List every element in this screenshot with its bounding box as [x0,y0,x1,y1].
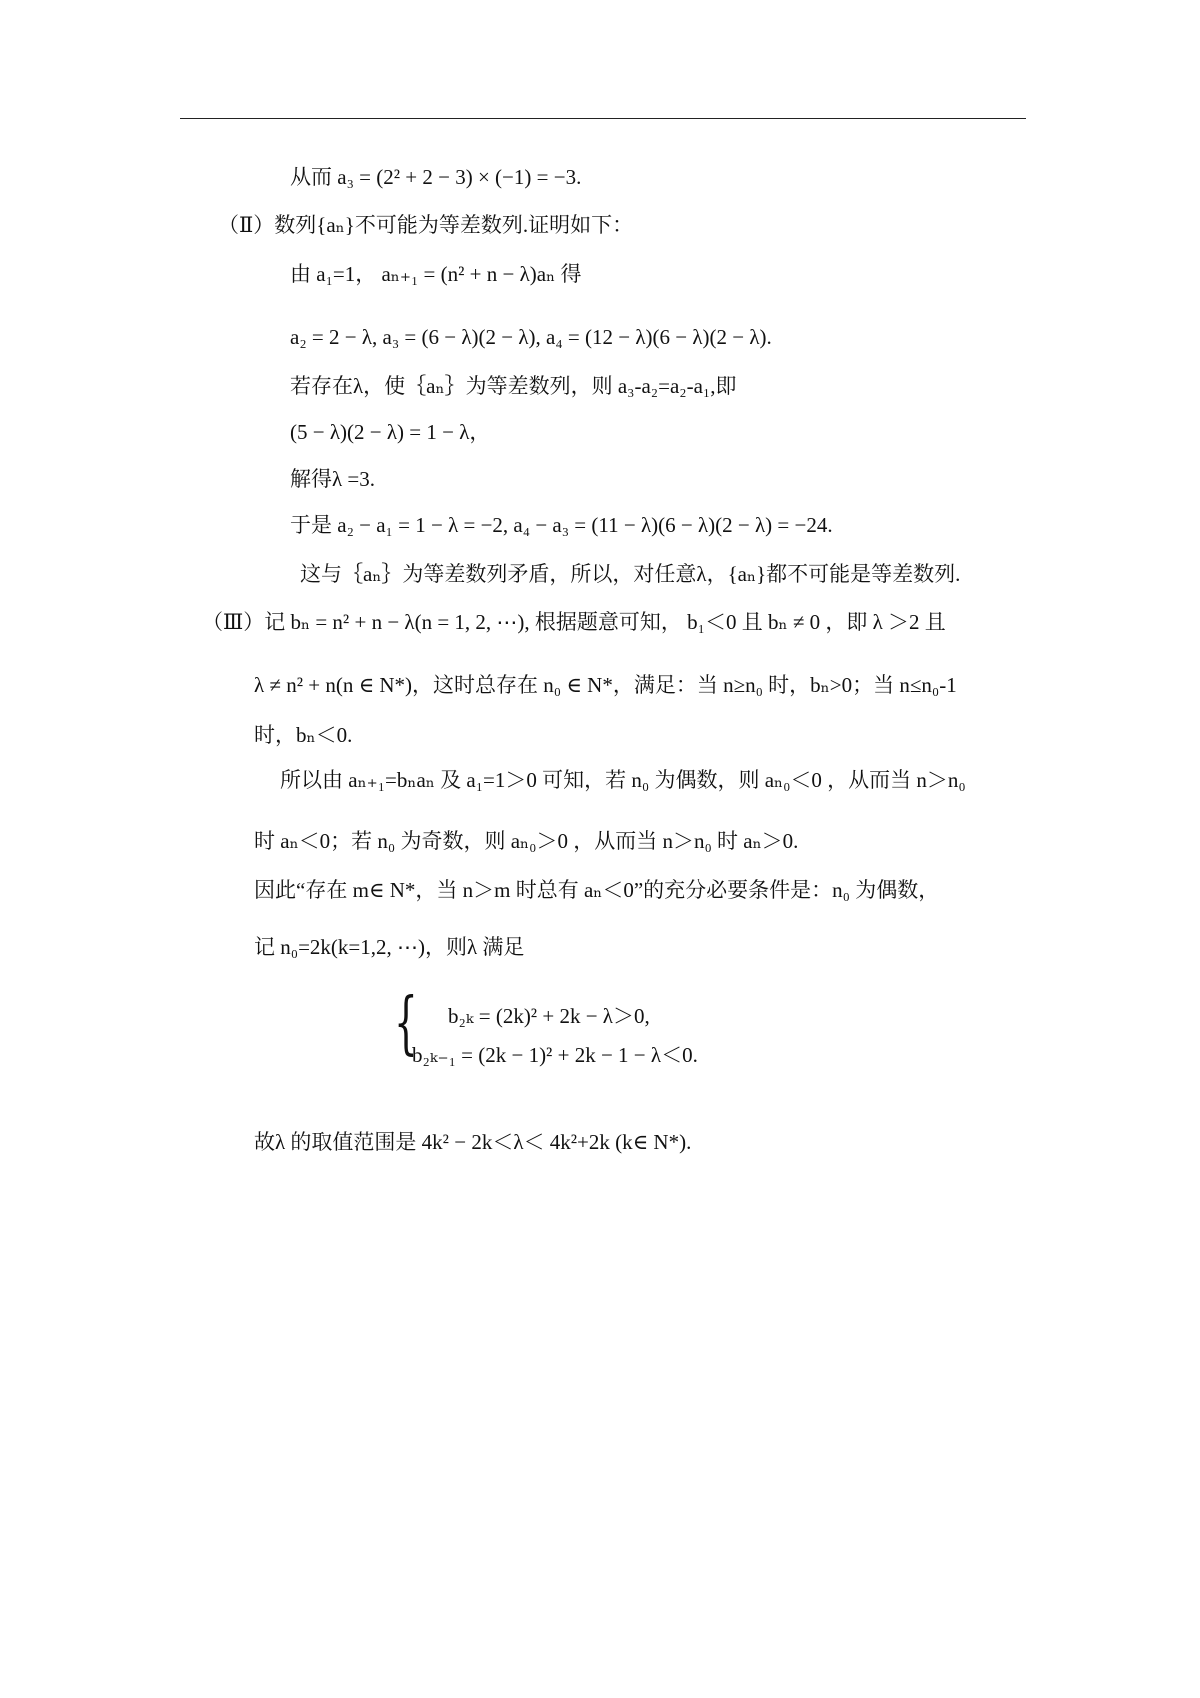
text-line-14: 时 aₙ＜0；若 n₀ 为奇数，则 aₙ₀＞0 ，从而当 n＞n₀ 时 aₙ＞0. [254,829,799,853]
text-line-13: 所以由 aₙ₊₁=bₙaₙ 及 a₁=1＞0 可知，若 n₀ 为偶数，则 aₙ₀＜0 ，从而当 n＞n₀ [280,768,966,792]
text-line-5: 若存在λ，使｛aₙ｝为等差数列，则 a₃-a₂=a₂-a₁,即 [290,374,737,398]
inequality-2: b₂ₖ₋₁ = (2k − 1)² + 2k − 1 − λ＜0. [412,1043,698,1067]
conclusion-line: 故λ 的取值范围是 4k² − 2k＜λ＜ 4k²+2k (k∈ N*). [254,1130,692,1154]
text-line-16: 记 n₀=2k(k=1,2, ⋯)，则λ 满足 [254,935,525,959]
inequality-1: b₂ₖ = (2k)² + 2k − λ＞0, [448,1004,650,1028]
text-line-8: 于是 a₂ − a₁ = 1 − λ = −2, a₄ − a₃ = (11 − λ)(6 − λ)(2 − λ) = −24. [290,513,833,537]
section-3-heading: （Ⅲ）记 bₙ = n² + n − λ(n = 1, 2, ⋯), 根据题意可知， b₁＜0 且 bₙ ≠ 0 ，即 λ ＞2 且 [202,610,946,634]
system-brace: { [394,984,418,1063]
header-rule [180,118,1026,119]
text-line-4: a₂ = 2 − λ, a₃ = (6 − λ)(2 − λ), a₄ = (12 − λ)(6 − λ)(2 − λ). [290,325,772,349]
text-line-11: λ ≠ n² + n(n ∈ N*)，这时总存在 n₀ ∈ N*，满足：当 n≥n₀ 时，bₙ>0；当 n≤n₀-1 [254,673,957,697]
text-line-1: 从而 a₃ = (2² + 2 − 3) × (−1) = −3. [290,165,582,189]
text-line-15: 因此“存在 m∈ N*，当 n＞m 时总有 aₙ＜0”的充分必要条件是：n₀ 为偶数， [254,878,940,902]
text-line-3: 由 a₁=1， aₙ₊₁ = (n² + n − λ)aₙ 得 [290,262,582,286]
section-2-heading: （Ⅱ）数列{aₙ}不可能为等差数列.证明如下： [218,213,634,237]
text-line-12: 时，bₙ＜0. [254,723,353,747]
text-line-7: 解得λ =3. [290,467,376,491]
text-line-9: 这与｛aₙ｝为等差数列矛盾，所以，对任意λ，{aₙ}都不可能是等差数列. [300,562,961,586]
text-line-6: (5 − λ)(2 − λ) = 1 − λ， [290,420,491,444]
